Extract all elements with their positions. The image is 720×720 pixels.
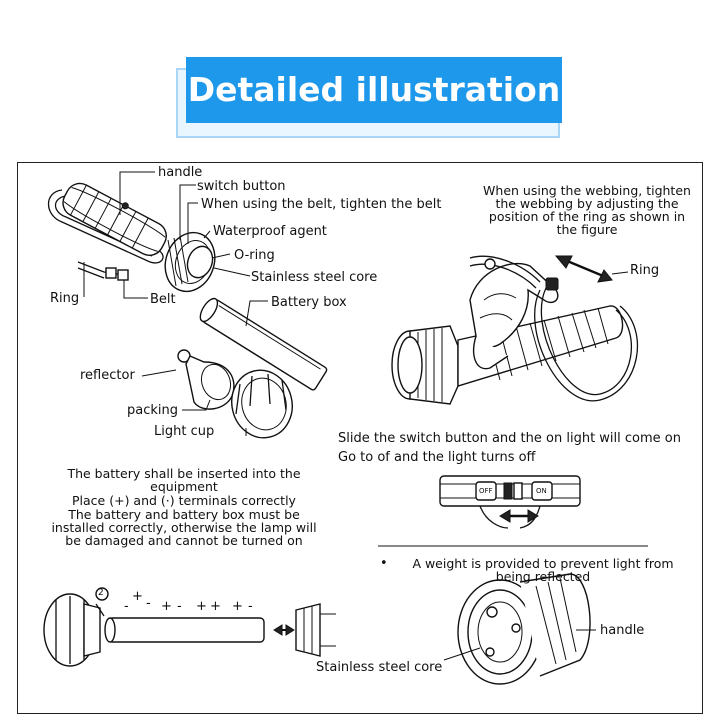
terminal-minus-2: - [146, 596, 151, 611]
terminal-minus-4: - [248, 599, 253, 614]
label-belt: Belt [150, 292, 176, 307]
label-light-cup: Light cup [154, 424, 215, 439]
label-waterproof-agent: Waterproof agent [213, 224, 327, 239]
battery-step-number: 2 [98, 588, 104, 598]
switch-off-label: OFF [479, 487, 493, 495]
label-switch-button: switch button [197, 179, 286, 194]
switch-note-line2: Go to of and the light turns off [338, 450, 536, 465]
terminal-plus-3: + [196, 599, 207, 614]
label-stainless-core-bottom: Stainless steel core [316, 660, 443, 675]
label-belt-note: When using the belt, tighten the belt [201, 197, 442, 212]
label-webbing-ring: Ring [630, 263, 660, 278]
hand-flashlight-illustration [392, 256, 637, 404]
weight-bullet: • [380, 556, 388, 571]
switch-diagram [440, 476, 580, 528]
switch-on-label: ON [536, 487, 547, 495]
battery-note-line1: The battery shall be inserted into the equipment [67, 466, 301, 494]
label-handle: handle [158, 165, 203, 180]
light-cup-part [225, 364, 300, 444]
label-battery-box: Battery box [271, 295, 347, 310]
terminal-minus-3: - [177, 599, 182, 614]
label-ring: Ring [50, 291, 80, 306]
terminal-plus-2: + [161, 599, 172, 614]
terminal-plus-5: + [232, 599, 243, 614]
label-packing: packing [127, 403, 178, 418]
weight-note: A weight is provided to prevent light from being reflected [412, 556, 674, 584]
battery-note-line3: The battery and battery box must be installed correctly, otherwise the lamp will be damaged and cannot be turned on [51, 507, 317, 548]
reflector-part [178, 350, 235, 409]
switch-note-line1: Slide the switch button and the on light will come on [338, 431, 681, 446]
flashlight-head-bottom [444, 574, 596, 684]
terminal-minus-1: - [124, 599, 129, 614]
battery-note-line2: Place (+) and (·) terminals correctly [72, 493, 296, 508]
terminal-plus-4: + [210, 599, 221, 614]
label-o-ring: O-ring [234, 248, 275, 263]
battery-insertion-diagram [44, 588, 336, 666]
label-handle-bottom: handle [600, 623, 645, 638]
webbing-note: When using the webbing, tighten the webbing by adjusting the position of the ring as shown in the figure [483, 183, 691, 237]
label-stainless-core: Stainless steel core [251, 270, 378, 285]
terminal-plus-1: + [132, 589, 143, 604]
page-title: Detailed illustration [186, 57, 562, 123]
label-reflector: reflector [80, 368, 135, 383]
